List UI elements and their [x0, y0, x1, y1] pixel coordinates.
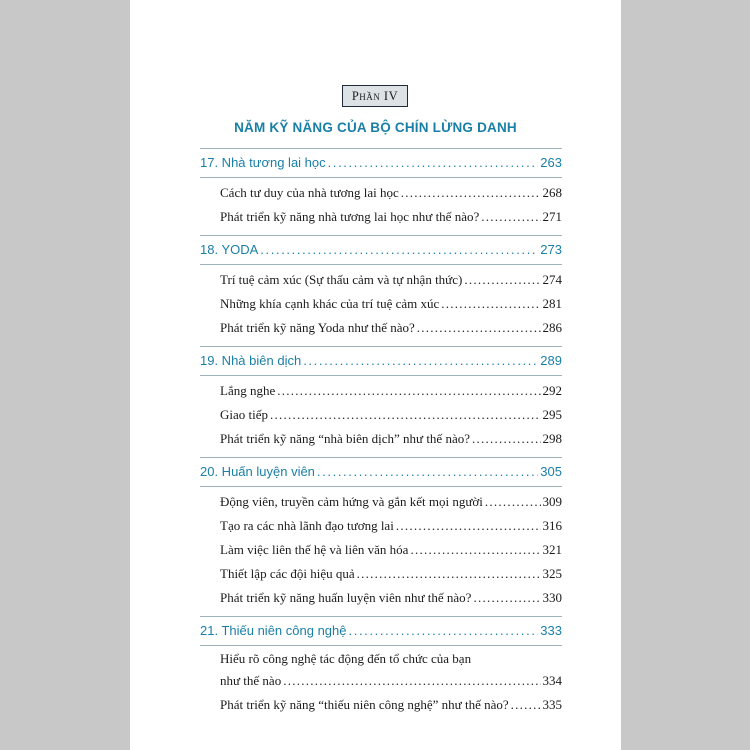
- subsection-title: Giao tiếp: [220, 407, 269, 422]
- dot-leader: [357, 562, 541, 586]
- section-title: NĂM KỸ NĂNG CỦA BỘ CHÍN LỪNG DANH: [234, 120, 517, 135]
- toc-subsection[interactable]: [200, 514, 562, 538]
- chapter-page: 305: [540, 464, 562, 479]
- chapter-page: 273: [540, 242, 562, 257]
- toc-subsection[interactable]: [200, 490, 562, 514]
- dot-leader: [401, 181, 541, 205]
- part-label: Phần IV: [342, 85, 408, 107]
- toc-chapter[interactable]: [200, 236, 562, 264]
- subsection-title: Phát triển kỹ năng Yoda như thế nào?: [220, 320, 415, 335]
- subsection-title: Động viên, truyền cảm hứng và gắn kết mọi người: [220, 494, 483, 509]
- subsection-title-line1: Hiểu rõ công nghệ tác động đến tổ chức của bạn: [220, 651, 472, 666]
- subsection-title: Phát triển kỹ năng huấn luyện viên như thế nào?: [220, 590, 472, 605]
- subsection-title: Lắng nghe: [220, 383, 276, 398]
- toc-subsection[interactable]: [200, 181, 562, 205]
- subsection-list: [200, 376, 562, 457]
- toc-subsection[interactable]: [200, 403, 562, 427]
- toc-chapter[interactable]: [200, 617, 562, 645]
- toc-chapter[interactable]: [200, 458, 562, 486]
- subsection-title: Tạo ra các nhà lãnh đạo tương lai: [220, 518, 394, 533]
- dot-leader: [260, 236, 538, 264]
- subsection-page: 309: [542, 494, 562, 509]
- toc-subsection[interactable]: [200, 379, 562, 403]
- toc-chapter[interactable]: [200, 149, 562, 177]
- toc-subsection[interactable]: [200, 316, 562, 340]
- toc-subsection[interactable]: [200, 538, 562, 562]
- subsection-title: Làm việc liên thế hệ và liên văn hóa: [220, 542, 409, 557]
- subsection-page: 274: [542, 272, 562, 287]
- subsection-list: [200, 265, 562, 346]
- chapter-page: 263: [540, 155, 562, 170]
- toc-subsection[interactable]: [200, 693, 562, 717]
- dot-leader: [283, 669, 540, 693]
- subsection-page: 321: [542, 542, 562, 557]
- subsection-title: Cách tư duy của nhà tương lai học: [220, 185, 399, 200]
- dot-leader: [270, 403, 540, 427]
- toc-subsection[interactable]: [200, 292, 562, 316]
- subsection-title: Phát triển kỹ năng nhà tương lai học như thế nào?: [220, 209, 480, 224]
- toc-subsection[interactable]: [200, 669, 562, 693]
- dot-leader: [473, 586, 540, 610]
- subsection-page: 334: [542, 673, 562, 688]
- subsection-title: Phát triển kỹ năng “thiếu niên công nghệ” như thế nào?: [220, 697, 509, 712]
- toc-subsection-line1[interactable]: [200, 649, 562, 669]
- toc-subsection[interactable]: [200, 562, 562, 586]
- subsection-title: như thế nào: [220, 673, 282, 688]
- subsection-page: 292: [542, 383, 562, 398]
- dot-leader: [464, 268, 540, 292]
- dot-leader: [317, 458, 538, 486]
- dot-leader: [485, 490, 541, 514]
- subsection-page: 298: [542, 431, 562, 446]
- subsection-list: [200, 487, 562, 616]
- chapter-page: 333: [540, 623, 562, 638]
- subsection-page: 330: [542, 590, 562, 605]
- subsection-page: 271: [542, 209, 562, 224]
- chapter-title: 17. Nhà tương lai học: [200, 155, 326, 170]
- dot-leader: [349, 617, 539, 645]
- dot-leader: [511, 693, 541, 717]
- subsection-page: 316: [542, 518, 562, 533]
- dot-leader: [303, 347, 538, 375]
- dot-leader: [441, 292, 540, 316]
- dot-leader: [396, 514, 541, 538]
- dot-leader: [417, 316, 541, 340]
- subsection-list: [200, 178, 562, 235]
- chapter-title: 19. Nhà biên dịch: [200, 353, 302, 368]
- toc-subsection[interactable]: [200, 586, 562, 610]
- subsection-page: 286: [542, 320, 562, 335]
- dot-leader: [481, 205, 540, 229]
- subsection-list: [200, 646, 562, 723]
- subsection-page: 281: [542, 296, 562, 311]
- subsection-page: 268: [542, 185, 562, 200]
- dot-leader: [328, 149, 539, 177]
- book-page: [130, 0, 621, 750]
- toc-chapter[interactable]: [200, 347, 562, 375]
- chapter-title: 21. Thiếu niên công nghệ: [200, 623, 347, 638]
- subsection-page: 335: [542, 697, 562, 712]
- subsection-title: Phát triển kỹ năng “nhà biên dịch” như thế nào?: [220, 431, 470, 446]
- chapter-title: 18. YODA: [200, 242, 259, 257]
- chapter-title: 20. Huấn luyện viên: [200, 464, 315, 479]
- subsection-title: Thiết lập các đội hiệu quả: [220, 566, 355, 581]
- table-of-contents: [200, 148, 562, 723]
- toc-subsection[interactable]: [200, 427, 562, 451]
- chapter-page: 289: [540, 353, 562, 368]
- toc-subsection[interactable]: [200, 205, 562, 229]
- subsection-page: 295: [542, 407, 562, 422]
- subsection-title: Trí tuệ cảm xúc (Sự thấu cảm và tự nhận thức): [220, 272, 463, 287]
- dot-leader: [410, 538, 540, 562]
- dot-leader: [472, 427, 541, 451]
- subsection-title: Những khía cạnh khác của trí tuệ cảm xúc: [220, 296, 440, 311]
- toc-subsection[interactable]: [200, 268, 562, 292]
- subsection-page: 325: [542, 566, 562, 581]
- dot-leader: [277, 379, 540, 403]
